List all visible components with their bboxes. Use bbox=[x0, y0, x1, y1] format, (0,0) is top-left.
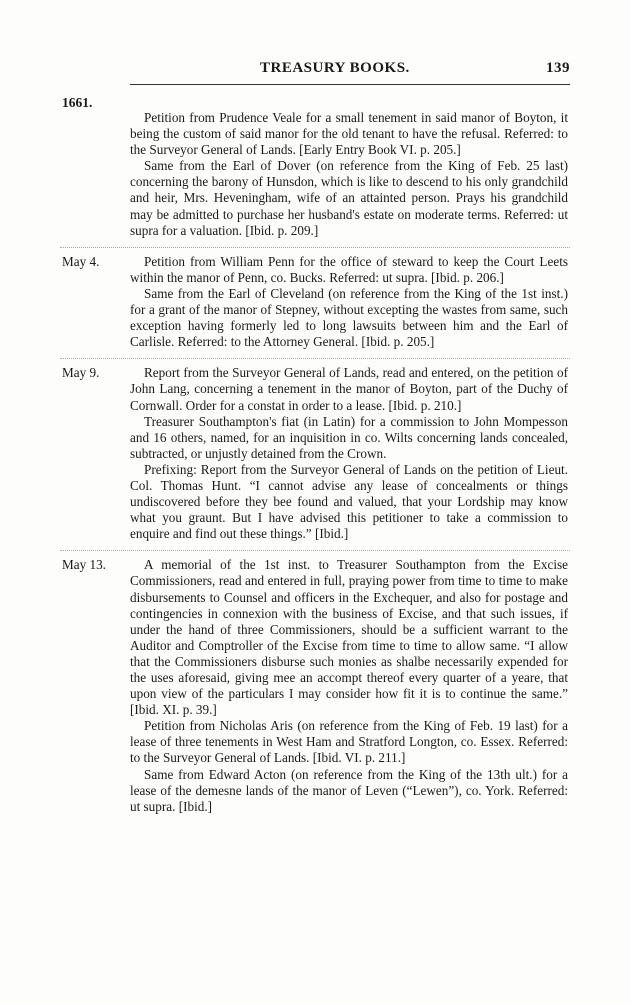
divider bbox=[60, 358, 570, 359]
entries-body bbox=[62, 110, 568, 815]
entry bbox=[130, 286, 568, 350]
entry bbox=[130, 158, 568, 238]
page-number: 139 bbox=[546, 60, 570, 76]
entry bbox=[62, 557, 568, 718]
entry bbox=[62, 253, 568, 286]
divider bbox=[60, 550, 570, 551]
entry-text: Petition from Prudence Veale for a small tenement in said manor of Boyton, it being the custom of said manor for the old tenant to have the refusal. Referred: to the Surveyor General of Lands. [Early Entry Book VI. p. 205.] bbox=[130, 110, 568, 158]
entry-text: Same from the Earl of Cleveland (on reference from the King of the 1st inst.) for a grant of the manor of Stepney, without excepting the wastes from same, such exception having formerly led to long lawsuits between him and the Earl of Carlisle. Referred: to the Attorney General. [Ibid. p. 205.] bbox=[130, 285, 568, 350]
entry-date: May 9. bbox=[62, 365, 100, 381]
entry bbox=[130, 718, 568, 766]
entry-text: Prefixing: Report from the Surveyor General of Lands on the petition of Lieut. Col. Thomas Hunt. “I cannot advise any lease of concealments or things undiscovered before they bee found and valued, that your Lordship may know what you graunt. But I have advised this petitioner to take a commission to enquire and find out these things.” [Ibid.] bbox=[130, 461, 568, 542]
entry-text: Treasurer Southampton's fiat (in Latin) for a commission to John Mompesson and 16 others, named, for an inquisition in co. Wilts concerning lands concealed, subtracted, or unjustly detained from the Crown. bbox=[130, 413, 568, 461]
entry bbox=[130, 414, 568, 462]
year-label: 1661. bbox=[62, 95, 93, 110]
header-rule bbox=[130, 84, 570, 85]
divider bbox=[60, 247, 570, 248]
entry-text: Same from the Earl of Dover (on reference from the King of Feb. 25 last) concerning the barony of Hunsdon, which is like to descend to his only grandchild and heir, Mrs. Heveningham, wife of an attainted person. Prays his grandchild may be admitted to purchase her husband's estate on moderate terms. Referred: ut supra for a valuation. [Ibid. p. 209.] bbox=[130, 158, 568, 238]
entry bbox=[130, 110, 568, 158]
entry bbox=[62, 365, 568, 413]
entry-text: Report from the Surveyor General of Lands, read and entered, on the petition of John Lang, concerning a tenement in the manor of Boyton, part of the Duchy of Cornwall. Order for a constat in order to a lease. [Ibid. p. 210.] bbox=[130, 365, 568, 413]
entry bbox=[130, 462, 568, 542]
entry-date: May 13. bbox=[62, 557, 106, 573]
entry-text: A memorial of the 1st inst. to Treasurer Southampton from the Excise Commissioners, read and entered in full, praying power from time to time to make disbursements to Counsel and officers in the Exchequer, and also for postage and contingencies in connexion with the business of Excise, and that such issues, if under the hand of three Commissioners, should be a sufficient warrant to the Auditor and Comptroller of the Excise from time to time to allow same. “I allow that the Commissioners disburse such monies as shalbe necessarily expended for the uses aforesaid, giving mee an accompt thereof every quarter of a yeare, that upon view of the particulars I may consider how fit it is to continue the same.” [Ibid. XI. p. 39.] bbox=[130, 557, 568, 718]
entry bbox=[130, 767, 568, 815]
entry-text: Petition from Nicholas Aris (on reference from the King of Feb. 19 last) for a lease of three tenements in West Ham and Stratford Longton, co. Essex. Referred: to the Surveyor General of Lands. [Ibid. VI. p. 211.] bbox=[130, 718, 568, 766]
running-title: TREASURY BOOKS. bbox=[260, 60, 410, 76]
entry-text: Same from Edward Acton (on reference from the King of the 13th ult.) for a lease of the demesne lands of the manor of Leven (“Lewen”), co. York. Referred: ut supra. [Ibid.] bbox=[130, 766, 568, 814]
entry-text: Petition from William Penn for the office of steward to keep the Court Leets within the manor of Penn, co. Bucks. Referred: ut supra. [Ibid. p. 206.] bbox=[130, 253, 568, 285]
entry-date: May 4. bbox=[62, 253, 100, 269]
